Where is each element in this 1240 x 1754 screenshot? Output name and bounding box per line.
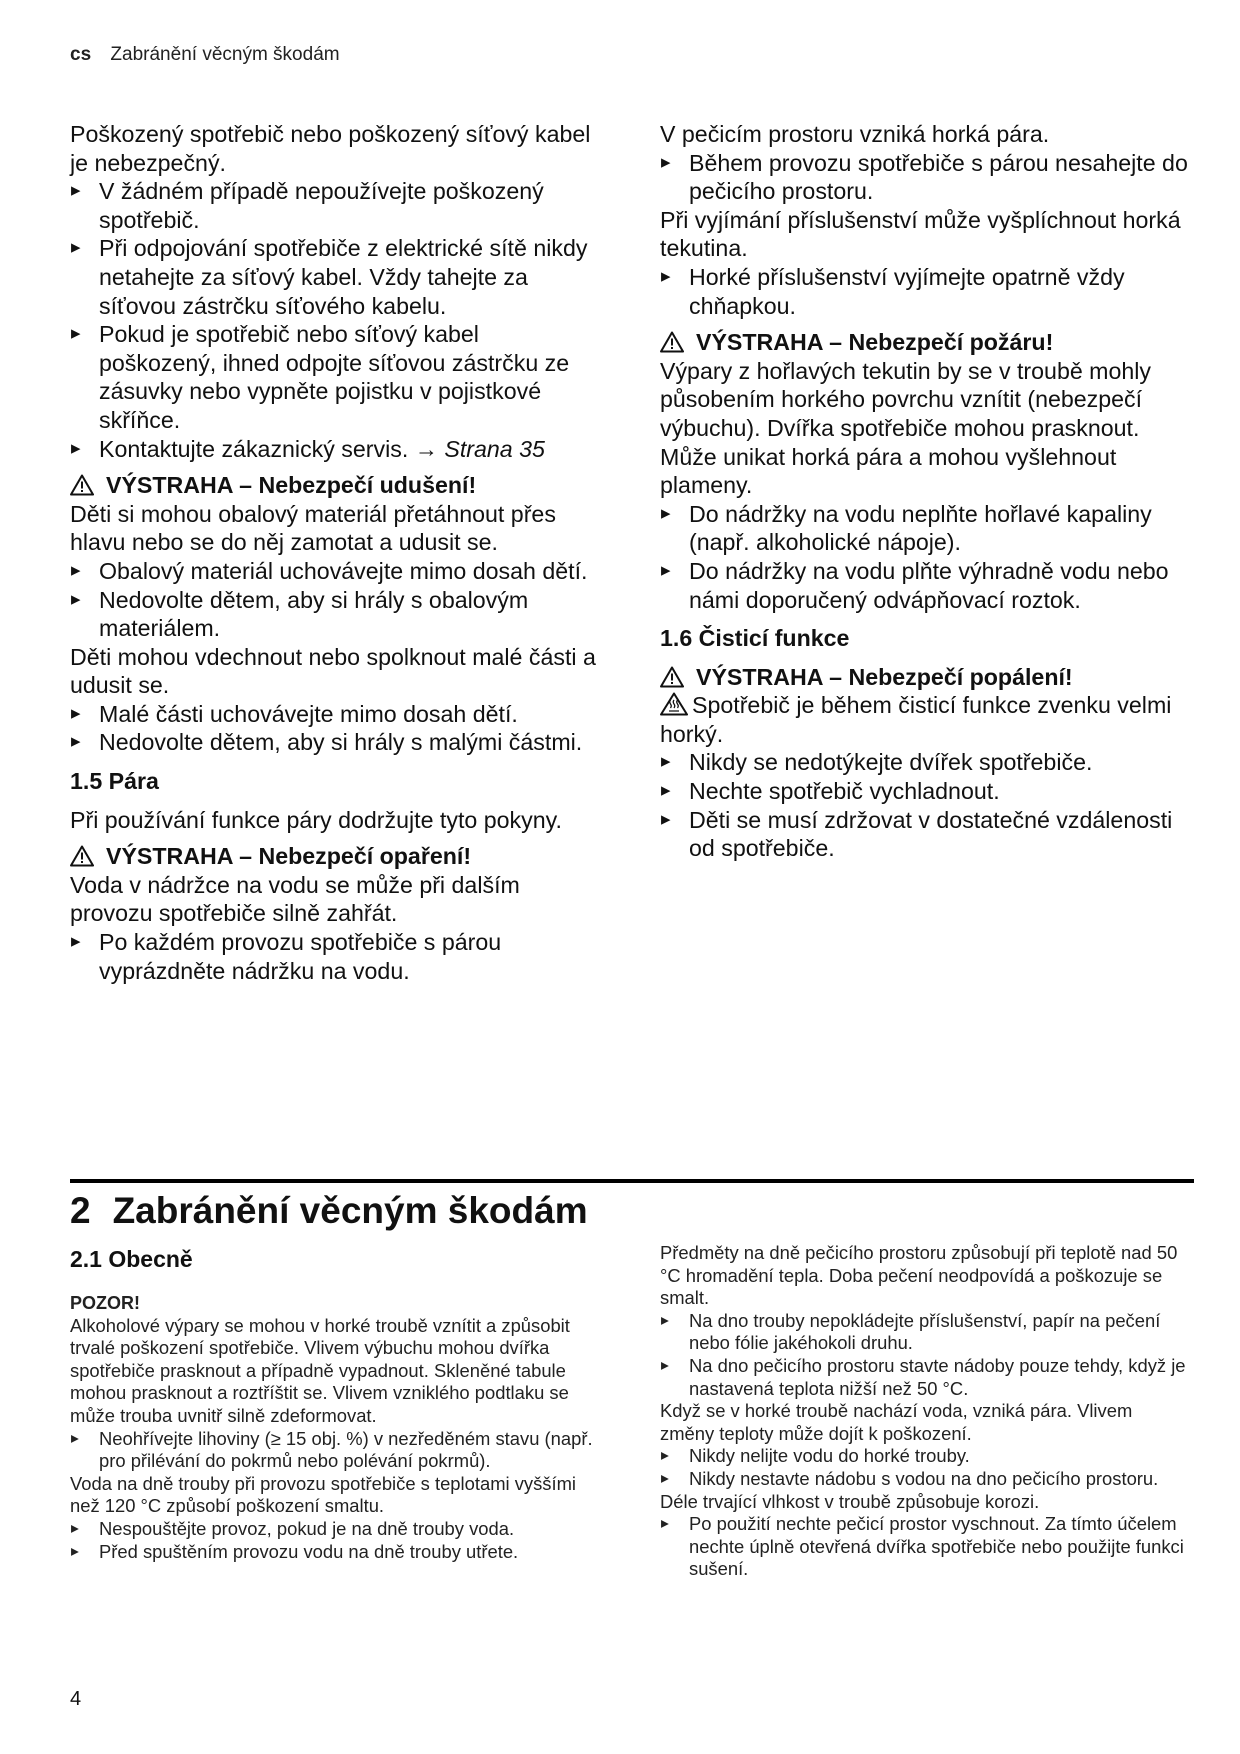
warning-triangle-icon xyxy=(660,666,684,688)
bullet-list xyxy=(660,748,1190,862)
paragraph: Alkoholové výpary se mohou v horké troubě vznítit a způsobit trvalé poškození spotřebiče. Vlivem výbuchu mohou dvířka spotřebiče prasknout a případně vypadnout. Skleněné tabule mohou prasknout a roztříštit se. Vlivem vzniklého podtlaku se může trouba uvnitř silně zdeformovat. xyxy=(70,1314,570,1426)
list-item: ▸ Nedovolte dětem, aby si hrály s malými částmi. xyxy=(70,728,600,757)
paragraph xyxy=(660,691,1190,748)
bullet-list xyxy=(660,500,1190,614)
paragraph: Výpary z hořlavých tekutin by se v troubě mohly působením horkého povrchu vznítit (nebezpečí výbuchu). Dvířka spotřebiče mohou prasknout. Může unikat horká pára a mohou vyšlehnout plameny. xyxy=(660,357,1152,499)
bullet-list xyxy=(70,1428,600,1473)
warning-text: VÝSTRAHA – Nebezpečí udušení! xyxy=(106,472,477,499)
list-item: ▸ Do nádržky na vodu plňte výhradně vodu nebo námi doporučený odvápňovací roztok. xyxy=(660,557,1190,614)
left-column-bottom xyxy=(70,1292,600,1563)
list-item: ▸ Po použití nechte pečicí prostor vyschnout. Za tímto účelem nechte úplně otevřená dvířka spotřebiče nebo použijte funkci sušení. xyxy=(660,1513,1190,1581)
paragraph: Při používání funkce páry dodržujte tyto pokyny. xyxy=(70,806,562,833)
list-item: ▸ Nikdy nestavte nádobu s vodou na dno pečicího prostoru. xyxy=(660,1468,1190,1491)
list-item xyxy=(70,435,600,464)
list-item: ▸ Na dno pečicího prostoru stavte nádoby pouze tehdy, když je nastavená teplota nižší než 50 °C. xyxy=(660,1355,1190,1400)
bullet-list xyxy=(660,1513,1190,1581)
bullet-list xyxy=(70,557,600,643)
warning-text: VÝSTRAHA – Nebezpečí popálení! xyxy=(696,663,1073,690)
list-item: ▸ Nespouštějte provoz, pokud je na dně trouby voda. xyxy=(70,1518,600,1541)
list-item: ▸ Po každém provozu spotřebiče s párou vyprázdněte nádržku na vodu. xyxy=(70,928,600,985)
warning-text: VÝSTRAHA – Nebezpečí opaření! xyxy=(106,843,472,870)
paragraph: Děti si mohou obalový materiál přetáhnout přes hlavu nebo se do něj zamotat a udusit se. xyxy=(70,500,556,556)
paragraph: Voda v nádržce na vodu se může při dalším provozu spotřebiče silně zahřát. xyxy=(70,871,520,927)
list-item: ▸ Během provozu spotřebiče s párou nesahejte do pečicího prostoru. xyxy=(660,149,1190,206)
list-item-text: Kontaktujte zákaznický servis. xyxy=(99,435,409,462)
list-item: ▸ V žádném případě nepoužívejte poškozený spotřebič. xyxy=(70,177,600,234)
running-header xyxy=(70,44,340,66)
list-item: ▸ Nechte spotřebič vychladnout. xyxy=(660,777,1190,806)
chapter-heading xyxy=(70,1188,588,1234)
list-item: ▸ Neohřívejte lihoviny (≥ 15 obj. %) v nezředěném stavu (např. pro přilévání do pokrmů nebo polévání pokrmů). xyxy=(70,1428,600,1473)
section-heading-1-6: 1.6 Čisticí funkce xyxy=(660,625,850,652)
list-item: ▸ Pokud je spotřebič nebo síťový kabel poškozený, ihned odpojte síťovou zástrčku ze zásuvky nebo vypněte pojistku v pojistkové skříňce. xyxy=(70,320,600,434)
chapter-number: 2 xyxy=(70,1190,91,1231)
chapter-title: Zabránění věcným škodám xyxy=(112,1190,588,1231)
list-item: ▸ Malé části uchovávejte mimo dosah dětí. xyxy=(70,700,600,729)
paragraph-text: Spotřebič je během čisticí funkce zvenku velmi horký. xyxy=(660,692,1172,747)
bullet-list xyxy=(70,700,600,757)
list-item: ▸ Děti se musí zdržovat v dostatečné vzdálenosti od spotřebiče. xyxy=(660,806,1190,863)
bullet-list xyxy=(70,928,600,985)
warning-heading xyxy=(70,842,600,871)
bullet-list xyxy=(70,177,600,463)
bullet-list xyxy=(660,1310,1190,1400)
left-column-top xyxy=(70,120,600,985)
hot-surface-icon xyxy=(660,692,688,716)
list-item: ▸ Nikdy nelijte vodu do horké trouby. xyxy=(660,1445,1190,1468)
list-item: ▸ Nikdy se nedotýkejte dvířek spotřebiče. xyxy=(660,748,1190,777)
chapter-divider xyxy=(70,1179,1194,1183)
right-column-top xyxy=(660,120,1190,863)
paragraph: V pečicím prostoru vzniká horká pára. xyxy=(660,121,1050,147)
right-column-bottom xyxy=(660,1242,1190,1581)
caution-label: POZOR! xyxy=(70,1293,140,1313)
header-title: Zabránění věcným škodám xyxy=(110,44,340,65)
paragraph: Děti mohou vdechnout nebo spolknout malé části a udusit se. xyxy=(70,643,596,699)
paragraph: Voda na dně trouby při provozu spotřebiče s teplotami vyššími než 120 °C způsobí poškození smaltu. xyxy=(70,1472,577,1517)
paragraph: Při vyjímání příslušenství může vyšplíchnout horká tekutina. xyxy=(660,206,1181,262)
bullet-list xyxy=(660,1445,1190,1490)
warning-triangle-icon xyxy=(660,331,684,353)
language-code: cs xyxy=(70,44,92,65)
list-item: ▸ Horké příslušenství vyjímejte opatrně vždy chňapkou. xyxy=(660,263,1190,320)
list-item: ▸ Obalový materiál uchovávejte mimo dosah dětí. xyxy=(70,557,600,586)
warning-triangle-icon xyxy=(70,845,94,867)
warning-heading xyxy=(70,471,600,500)
page-reference: → Strana 35 xyxy=(414,435,545,462)
page-number: 4 xyxy=(70,1688,82,1710)
warning-text: VÝSTRAHA – Nebezpečí požáru! xyxy=(696,329,1054,356)
paragraph: Předměty na dně pečicího prostoru způsobují při teplotě nad 50 °C hromadění tepla. Doba pečení neodpovídá a poškozuje se smalt. xyxy=(660,1242,1178,1309)
bullet-list xyxy=(70,1518,600,1563)
list-item: ▸ Před spuštěním provozu vodu na dně trouby utřete. xyxy=(70,1541,600,1564)
paragraph: Když se v horké troubě nachází voda, vzniká pára. Vlivem změny teploty může dojít k poškození. xyxy=(660,1400,1133,1444)
list-item: ▸ Na dno trouby nepokládejte příslušenství, papír na pečení nebo fólie jakéhokoli druhu. xyxy=(660,1310,1190,1355)
list-item: ▸ Při odpojování spotřebiče z elektrické sítě nikdy netahejte za síťový kabel. Vždy tahejte za síťovou zástrčku síťového kabelu. xyxy=(70,234,600,320)
warning-triangle-icon xyxy=(70,474,94,496)
bullet-list xyxy=(660,263,1190,320)
paragraph: Poškozený spotřebič nebo poškozený síťový kabel je nebezpečný. xyxy=(70,121,591,176)
section-heading-1-5: 1.5 Pára xyxy=(70,768,159,795)
list-item: ▸ Nedovolte dětem, aby si hrály s obalovým materiálem. xyxy=(70,586,600,643)
paragraph: Déle trvající vlhkost v troubě způsobuje korozi. xyxy=(660,1490,1040,1512)
bullet-list xyxy=(660,149,1190,206)
list-item: ▸ Do nádržky na vodu neplňte hořlavé kapaliny (např. alkoholické nápoje). xyxy=(660,500,1190,557)
warning-heading xyxy=(660,328,1190,357)
section-heading-2-1: 2.1 Obecně xyxy=(70,1246,193,1272)
warning-heading xyxy=(660,663,1190,692)
